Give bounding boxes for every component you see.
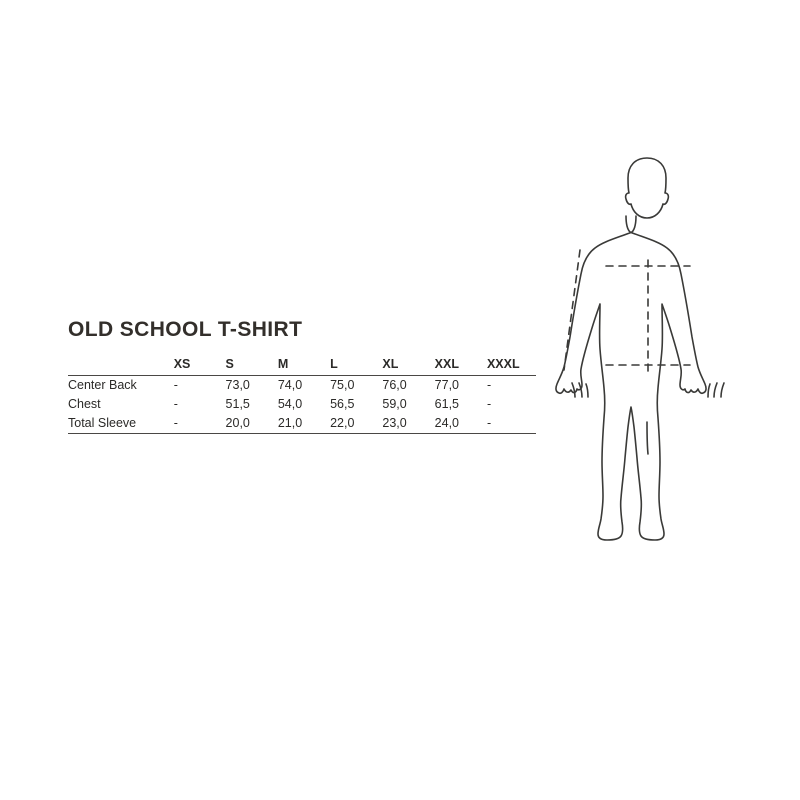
cell-chest-xl: 59,0 [382,397,407,411]
row-label-total-sleeve: Total Sleeve [68,414,174,434]
male-body-outline-icon [528,150,768,650]
cell-total-sleeve-xxxl: - [487,414,536,434]
column-header-xs: XS [174,356,226,376]
cell-center-back-s: 73,0 [225,378,250,392]
cell-total-sleeve-l: 22,0 [330,414,382,434]
cell-center-back-xxl: 77,0 [434,378,460,392]
cell-chest-l: 56,5 [330,397,355,411]
size-chart-block [68,318,538,434]
column-header-l: L [330,356,382,376]
cell-chest-m: 54,0 [277,397,303,411]
cell-total-sleeve-xs: - [174,414,226,434]
cell-center-back-xxxl: - [486,378,492,392]
cell-center-back-l: 75,0 [330,378,355,392]
cell-chest-xxl: 61,5 [434,397,460,411]
column-header-xxxl: XXXL [487,356,536,376]
table-row [68,376,536,396]
column-header-m: M [278,356,330,376]
cell-center-back-m: 74,0 [277,378,303,392]
table-row [68,395,536,414]
size-table-header [68,356,536,376]
row-label-chest: Chest [68,397,101,411]
row-label-center-back: Center Back [68,378,137,392]
cell-total-sleeve-s: 20,0 [226,414,278,434]
table-row [68,414,536,434]
page-title: OLD SCHOOL T-SHIRT [68,318,303,341]
column-header-xl: XL [382,356,434,376]
body-figure [528,150,768,650]
table-header-row [68,356,536,376]
column-header-measurement [68,356,174,376]
size-table [68,356,536,434]
cell-center-back-xl: 76,0 [382,378,407,392]
cell-chest-xxxl: - [486,397,492,411]
cell-total-sleeve-xxl: 24,0 [435,414,487,434]
cell-chest-xs: - [173,397,178,411]
column-header-xxl: XXL [435,356,487,376]
cell-total-sleeve-m: 21,0 [278,414,330,434]
size-table-body [68,376,536,434]
cell-chest-s: 51,5 [225,397,250,411]
cell-total-sleeve-xl: 23,0 [382,414,434,434]
column-header-s: S [226,356,278,376]
cell-center-back-xs: - [173,378,178,392]
